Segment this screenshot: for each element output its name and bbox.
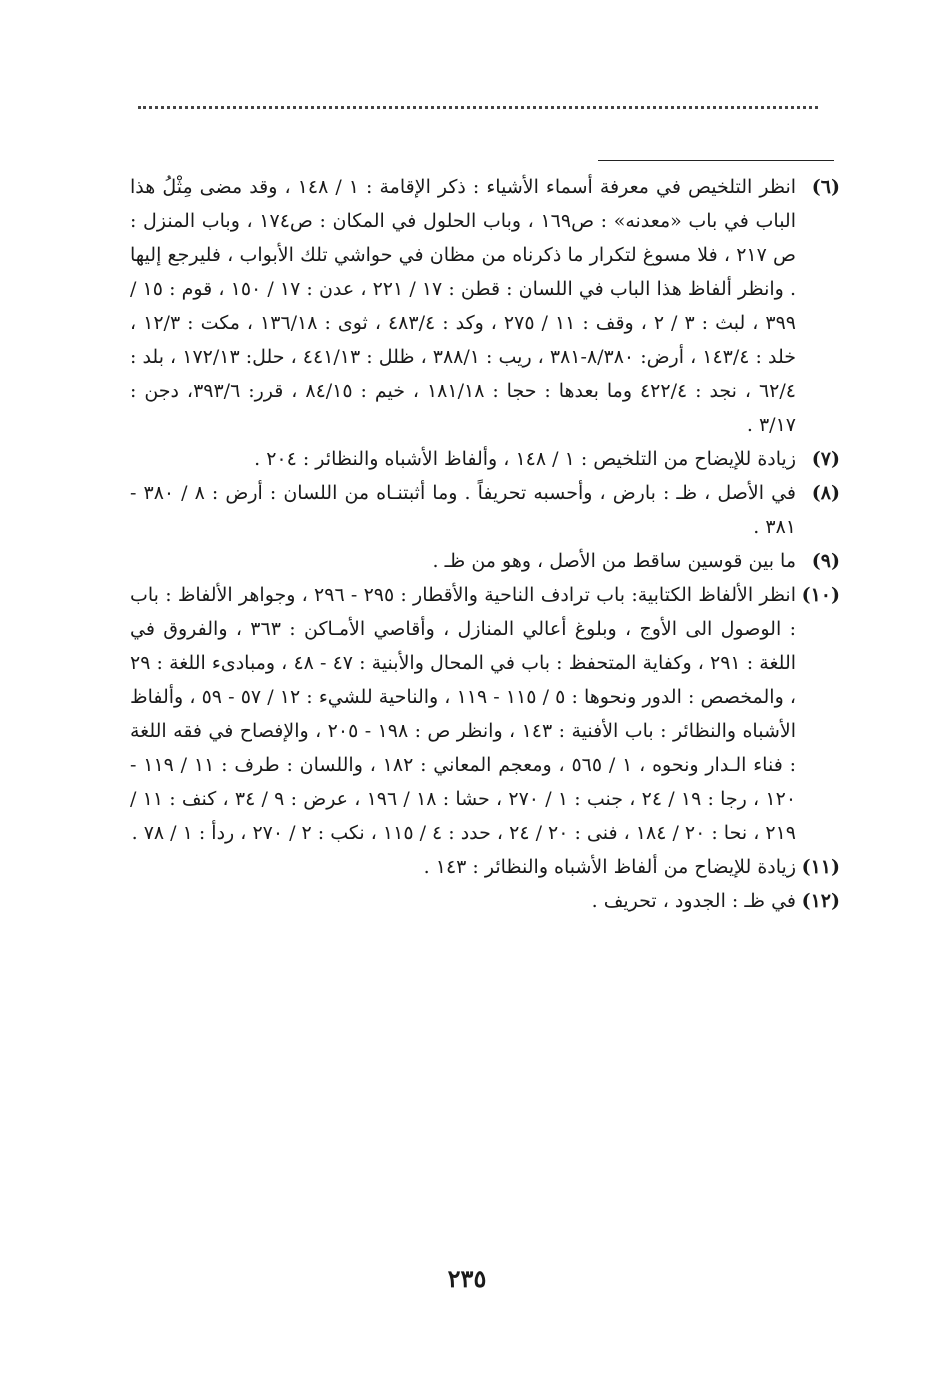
footnote-9 [130, 544, 840, 578]
footnote-rule [598, 160, 834, 161]
footnote-number: (١١) [801, 856, 840, 878]
footnote-12 [130, 884, 840, 918]
footnote-text: في الأصل ، ظـ : بارض ، وأحسبه تحريفاً . وما أثبتنـاه من اللسان : أرض : ٨ / ٣٨٠ - ٣٨١ . [130, 482, 796, 538]
footnote-number: (١٢) [801, 890, 840, 912]
footnote-number: (١٠) [801, 584, 840, 606]
page-number: ٢٣٥ [447, 1264, 487, 1293]
footnote-text: زيادة للإيضاح من ألفاظ الأشباه والنظائر : ١٤٣ . [423, 856, 796, 878]
footnote-11 [130, 850, 840, 884]
footnote-text: انظر التلخيص في معرفة أسماء الأشياء : ذكر الإقامة : ١ / ١٤٨ ، وقد مضى مِثْلُ هذا الباب في باب «معدنه» : ص١٦٩ ، وباب الحلول في المكان : ص١٧٤ ، وباب المنزل : ص ٢١٧ ، فلا مسوغ لتكرار ما ذكرناه من مظان في حواشي تلك الأبواب ، فليرجع إليها . وانظر ألفاظ هذا الباب في اللسان : قطن : ١٧ / ٢٢١ ، عدن : ١٧ / ١٥٠ ، قوم : ١٥ / ٣٩٩ ، لبث : ٣ / ٢ ، وقف : ١١ / ٢٧٥ ، وكد : ٤٨٣/٤ ، ثوى : ١٣٦/١٨ ، مكت : ١٢/٣ ، خلد : ١٤٣/٤ ، أرض: ٨/٣٨٠-٣٨١ ، ريب : ٣٨٨/١ ، ظلل : ٤٤١/١٣ ، حلل: ١٧٢/١٣ ، بلد : ٦٢/٤ ، نجد : ٤٢٢/٤ وما بعدها : حجا : ١٨١/١٨ ، خيم : ٨٤/١٥ ، قرر: ٣٩٣/٦، دجن : ٣/١٧ . [130, 176, 797, 436]
footnote-number: (٦) [811, 176, 840, 198]
footnote-text: في ظـ : الجدود ، تحريف . [591, 890, 796, 912]
footnote-text: ما بين قوسين ساقط من الأصل ، وهو من ظـ . [432, 550, 796, 572]
footnote-text: زيادة للإيضاح من التلخيص : ١ / ١٤٨ ، وألفاظ الأشباه والنظائر : ٢٠٤ . [254, 448, 796, 470]
footnote-number: (٧) [811, 448, 840, 470]
footnote-text: انظر الألفاظ الكتابية: باب ترادف الناحية والأقطار : ٢٩٥ - ٢٩٦ ، وجواهر الألفاظ : باب : الوصول الى الأوج ، وبلوغ أعالي المنازل ، وأقاصي الأمـاكن : ٣٦٣ ، والفروق في اللغة : ٢٩١ ، وكفاية المتحفظ : باب في المحال والأبنية : ٤٧ - ٤٨ ، ومبادىء اللغة : ٢٩ ، والمخصص : الدور ونحوها : ٥ / ١١٥ - ١١٩ ، والناحية للشيء : ١٢ / ٥٧ - ٥٩ ، وألفاظ الأشباه والنظائر : باب الأفنية : ١٤٣ ، وانظر ص : ١٩٨ - ٢٠٥ ، والإفصاح في فقه اللغة : فناء الـدار ونحوه ، ١ / ٥٦٥ ، ومعجم المعاني : ١٨٢ ، واللسان : طرف : ١١ / ١١٩ - ١٢٠ ، رجا : ١٩ / ٢٤ ، جنب : ١ / ٢٧٠ ، حشا : ١٨ / ١٩٦ ، عرض : ٩ / ٣٤ ، كنف : ١١ / ٢١٩ ، نحا : ٢٠ / ١٨٤ ، فنى : ٢٠ / ٢٤ ، حدد : ٤ / ١١٥ ، نكب : ٢ / ٢٧٠ ، ردأ : ١ / ٧٨ . [130, 584, 797, 844]
footnote-8 [130, 476, 840, 544]
footnote-6 [130, 170, 840, 442]
footnote-7 [130, 442, 840, 476]
dotted-separator [138, 106, 818, 109]
footnote-number: (٩) [811, 550, 840, 572]
footnote-10 [130, 578, 840, 850]
footnotes [130, 170, 840, 918]
footnote-number: (٨) [811, 482, 840, 504]
